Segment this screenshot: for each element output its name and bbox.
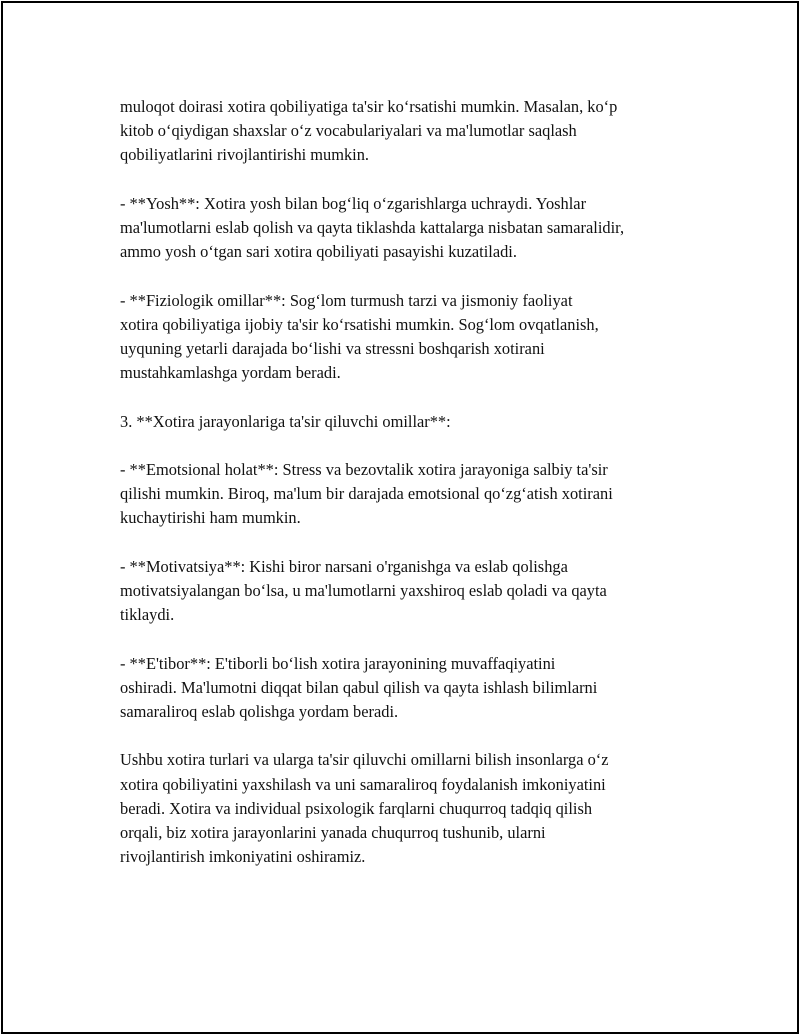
paragraph-spacer [120, 264, 710, 288]
paragraph-conclusion: Ushbu xotira turlari va ularga ta'sir qiluvchi omillarni bilish insonlarga o‘z xotira qobiliyatini yaxshilash va uni samaraliroq foydalanish imkoniyatini beradi. Xotira va individual psixologik farqlarni chuqurroq tadqiq qilish orqali, biz xotira jarayonlarini yanada chuqurroq tushunib, ularni rivojlantirish imkoniyatini oshiramiz. [120, 750, 609, 867]
paragraph-motivation: - **Motivatsiya**: Kishi biror narsani o'rganishga va eslab qolishga motivatsiyalangan bo‘lsa, u ma'lumotlarni yaxshiroq eslab qoladi va qayta tiklaydi. [120, 556, 607, 625]
paragraph-physiological-factors: - **Fiziologik omillar**: Sog‘lom turmush tarzi va jismoniy faoliyat xotira qobiliyatiga ijobiy ta'sir ko‘rsatishi mumkin. Sog‘lom ovqatlanish, uyquning yetarli darajada bo‘lishi va stressni boshqarish xotirani mustahkamlashga yordam beradi. [120, 290, 599, 383]
paragraph-spacer [120, 434, 710, 458]
paragraph-attention: - **E'tibor**: E'tiborli bo‘lish xotira jarayonining muvaffaqiyatini oshiradi. Ma'lumotni diqqat bilan qabul qilish va qayta ishlash bilimlarni samaraliroq eslab qolishga yordam beradi. [120, 653, 598, 721]
paragraph-memory-environment: muloqot doirasi xotira qobiliyatiga ta'sir ko‘rsatishi mumkin. Masalan, ko‘p kitob o‘qiydigan shaxslar o‘z vocabulariyalari va ma'lumotlar saqlash qobiliyatlarini rivojlantirishi mumkin. [120, 97, 618, 165]
page-frame [1, 1, 799, 1034]
document-body [120, 95, 710, 869]
paragraph-age: - **Yosh**: Xotira yosh bilan bog‘liq o‘zgarishlarga uchraydi. Yoshlar ma'lumotlarni eslab qolish va qayta tiklashda kattalarga nisbatan samaralidir, ammo yosh o‘tgan sari xotira qobiliyati pasayishi kuzatiladi. [120, 193, 625, 262]
paragraph-spacer [120, 168, 710, 192]
paragraph-spacer [120, 724, 710, 748]
paragraph-spacer [120, 531, 710, 555]
paragraph-emotional-state: - **Emotsional holat**: Stress va bezovtalik xotira jarayoniga salbiy ta'sir qilishi mumkin. Biroq, ma'lum bir darajada emotsional qo‘zg‘atish xotirani kuchaytirishi ham mumkin. [120, 459, 613, 528]
paragraph-spacer [120, 385, 710, 409]
section-heading-factors: 3. **Xotira jarayonlariga ta'sir qiluvchi omillar**: [120, 411, 451, 431]
paragraph-spacer [120, 627, 710, 651]
